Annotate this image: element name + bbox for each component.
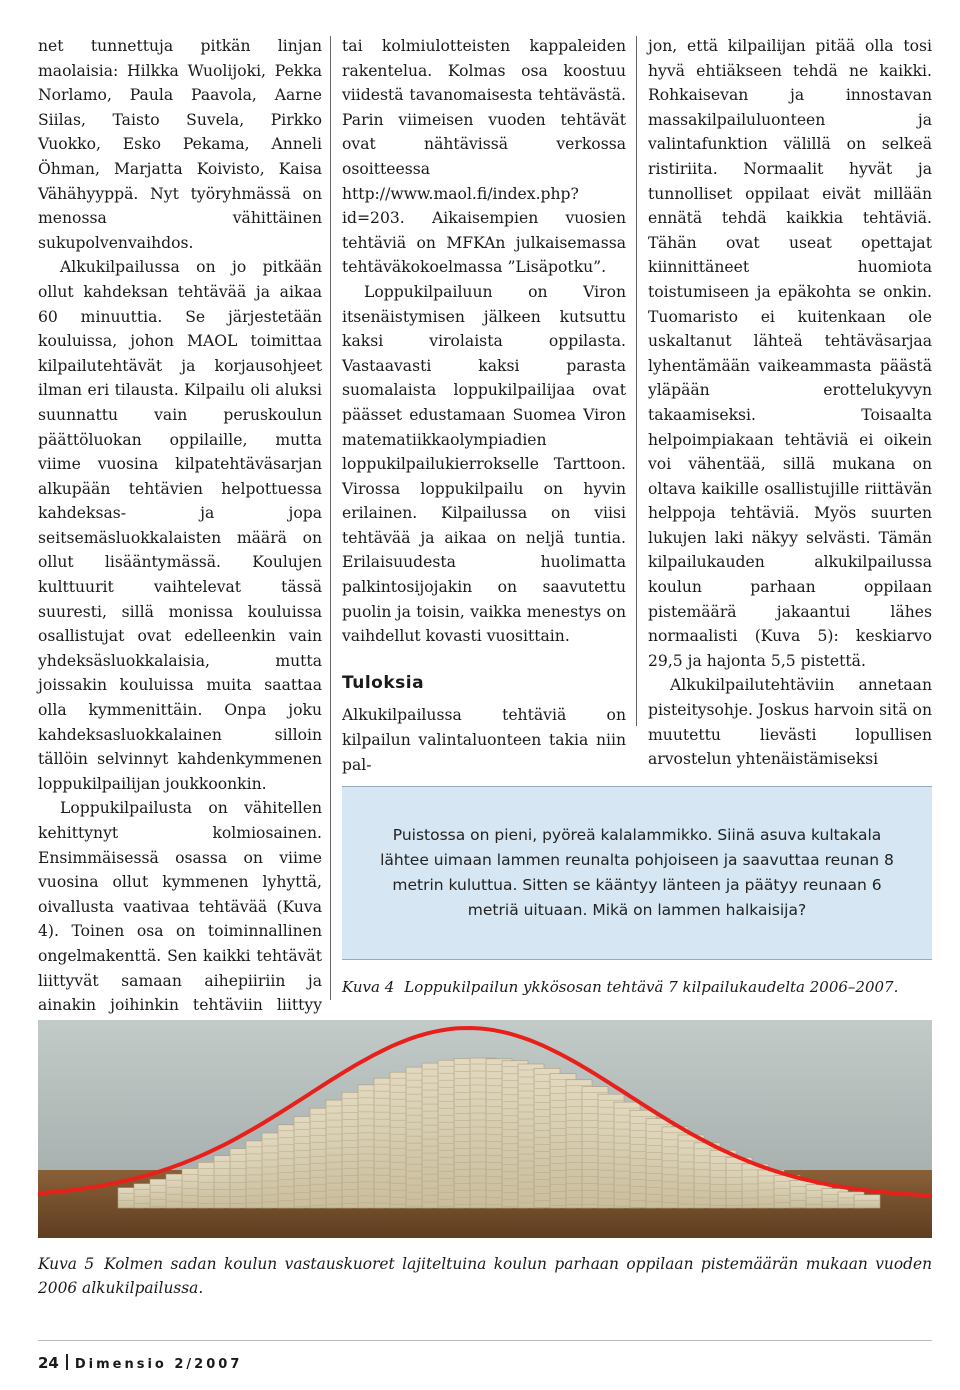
envelope-distribution-photo [38,1020,932,1238]
footer-separator [66,1354,68,1370]
section-heading: Tuloksia [342,672,425,693]
footer-rule [38,1340,932,1341]
column-divider [330,36,331,1000]
figure-5-caption [38,1252,932,1300]
magazine-name: Dimensio 2/2007 [74,1357,243,1372]
text-column-3 [648,34,932,772]
figure-4-caption [342,978,942,996]
task-box [342,786,932,960]
paragraph: Loppukilpailusta on vähitellen kehittynyt kolmiosainen. Ensimmäisessä osassa on viime vuosina ollut kymmenen lyhyttä, oivallusta vaativaa tehtävää (Kuva 4). Toinen osa on toiminnallinen ongelmakenttä. Sen kaikki tehtävät liittyvät samaan aihepiiriin ja ainakin joihinkin tehtäviin liittyy [38,799,322,1015]
paragraph: net tunnettuja pitkän linjan maolaisia: Hilkka Wuolijoki, Pekka Norlamo, Paula Paavola, Aarne Siilas, Taisto Suvela, Pirkko Vuokko, Esko Pekama, Anneli Öhman, Marjatta Koivisto, Kaisa Vähähyyppä. Nyt työryhmässä on menossa vähittäinen sukupolvenvaihdos. [38,37,322,252]
paragraph: jon, että kilpailijan pitää olla tosi hyvä ehtiäkseen tehdä ne kaikki. Rohkaisevan ja innostavan massakilpailuluonteen ja valintafunktion välillä on selkeä ristiriita. Normaalit hyvät ja tunnolliset oppilaat eivät millään ennätä tehdä kaikkia tehtäviä. Tähän ovat useat opettajat kiinnittäneet huomiota toistumiseen ja epäkohta se onkin. Tuomaristo ei kuitenkaan ole uskaltanut lähteä tehtäväsarjaa lyhentämään vaikeammasta päästä yläpään erottelukyvyn takaamiseksi. Toisaalta helpoimpiakaan tehtäviä ei oikein voi vähentää, sillä mukana on oltava kaikille osallistujille riittävän helppoja tehtäviä. Myös suurten lukujen laki näkyy selvästi. Tämän kilpailukauden alkukilpailussa koulun parhaan oppilaan pistemäärä jakaantui lähes normaalisti (Kuva 5): keskiarvo 29,5 ja hajonta 5,5 pistettä. [648,37,932,670]
page-number: 24 [38,1354,59,1372]
column-divider [636,36,637,726]
task-text: Puistossa on pieni, pyöreä kalalammikko. Siinä asuva kultakala lähtee uimaan lammen reunalta pohjoiseen ja saavuttaa reunan 8 metrin kuluttua. Sitten se kääntyy länteen ja päätyy reunaan 6 metriä uituaan. Mikä on lammen halkaisija? [380,826,894,919]
envelope-stack [854,1195,880,1208]
caption-label: Kuva 4 [342,978,395,996]
text-column-1 [38,34,322,1067]
paragraph: Alkukilpailussa on jo pitkään ollut kahdeksan tehtävää ja aikaa 60 minuuttia. Se järjestetään kouluissa, johon MAOL toimittaa kilpailutehtävät ja korjausohjeet ilman eri tilausta. Kilpailu oli aluksi suunnattu vain peruskoulun päättöluokan oppilaille, mutta viime vuosina kilpatehtäväsarjan alkupään tehtävien helpottuessa kahdeksas- ja jopa seitsemäsluokkalaisten määrä on ollut lisääntymässä. Koulujen kulttuurit vaihtelevat tässä suuresti, sillä monissa kouluissa osallistujat ovat edelleenkin vain yhdeksäsluokkalaisia, mutta joissakin kouluissa muita saattaa olla kymmenittäin. Onpa joku kahdeksasluokkalainen silloin tällöin selvinnyt kahdenkymmenen loppukilpailijan joukkoonkin. [38,258,322,793]
caption-text: Kolmen sadan koulun vastauskuoret lajiteltuina koulun parhaan oppilaan pistemäärän mukaan vuoden 2006 alkukilpailussa. [38,1255,932,1297]
page-footer [38,1354,242,1372]
paragraph: Alkukilpailutehtäviin annetaan pisteitysohje. Joskus harvoin sitä on muutettu lievästi lopullisen arvostelun yhtenäistämiseksi [648,676,932,769]
caption-label: Kuva 5 [38,1255,95,1273]
paragraph: tai kolmiulotteisten kappaleiden rakentelua. Kolmas osa koostuu viidestä tavanomaisesta tehtävästä. Parin viimeisen vuoden tehtävät ovat nähtävissä verkossa osoitteessa http://www.maol.fi/index.php?id=203. Aikaisempien vuosien tehtäviä on MFKAn julkaisemassa tehtäväkokoelmassa ”Lisäpotku”. [342,37,626,277]
paragraph: Loppukilpailuun on Viron itsenäistymisen jälkeen kutsuttu kaksi virolaista oppilasta. Vastaavasti kaksi parasta suomalaista loppukilpailijaa ovat päässet edustamaan Suomea Viron matematiikkaolympiadien loppukilpailukierrokselle Tarttoon. Virossa loppukilpailu on hyvin erilainen. Kilpailussa on viisi tehtävää ja aikaa on neljä tuntia. Erilaisuudesta huolimatta palkintosijojakin on saavutettu puolin ja toisin, vaikka menestys on vaihdellut kovasti vuosittain. [342,282,626,646]
text-column-2 [342,34,626,777]
caption-text: Loppukilpailun ykkösosan tehtävä 7 kilpailukaudelta 2006–2007. [404,978,899,996]
photo-illustration [38,1020,932,1238]
paragraph: Alkukilpailussa tehtäviä on kilpailun valintaluonteen takia niin pal- [342,706,626,774]
